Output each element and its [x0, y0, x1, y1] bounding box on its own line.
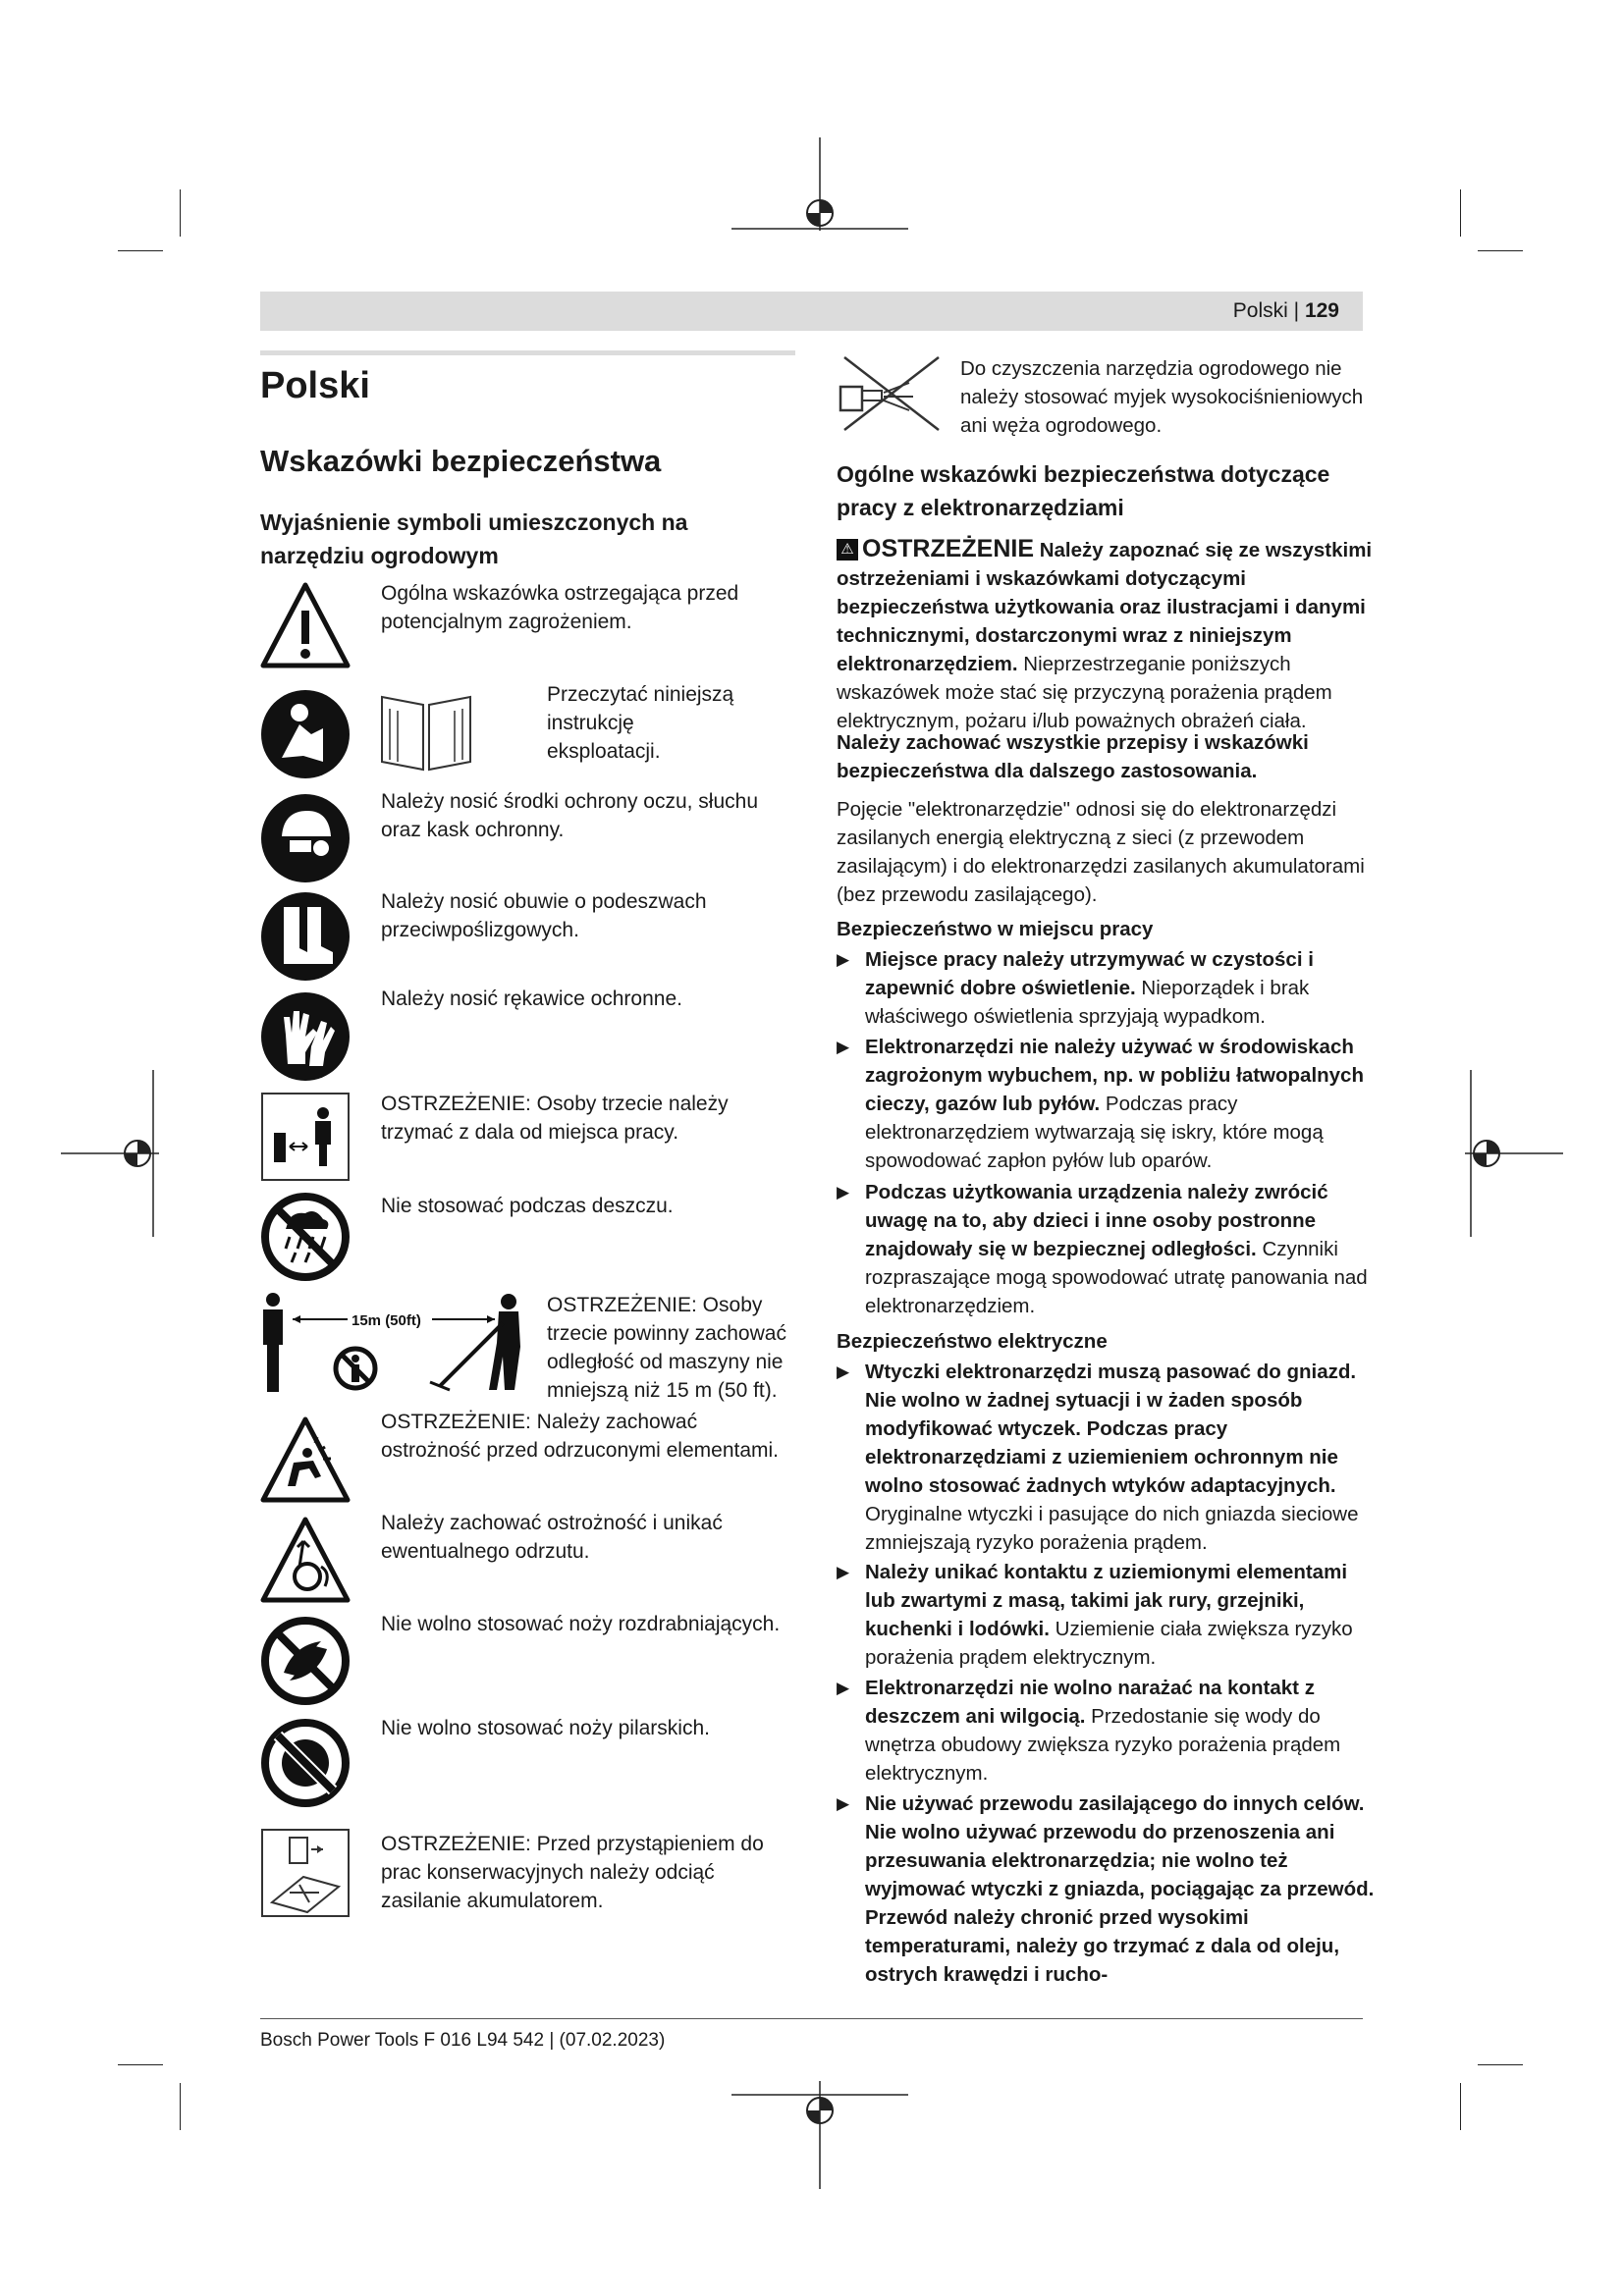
item-rest: Uziemienie ciała zwiększa ryzyko porażenia prądem elektrycznym.	[865, 1618, 1353, 1669]
symbol-text: Należy nosić rękawice ochronne.	[381, 988, 682, 1010]
crop-mark	[180, 2083, 181, 2130]
section-title: Wskazówki bezpieczeństwa	[260, 444, 662, 478]
item-rest: Oryginalne wtyczki i pasujące do nich gniazda sieciowe zmniejszają ryzyko porażenia prądem.	[865, 1503, 1359, 1554]
list-item	[837, 1178, 1377, 1320]
read-manual-icon	[260, 689, 351, 779]
warning-rest-text: Nieprzestrzeganie poniższych wskazówek może stać się przyczyną porażenia prądem elektrycznym, pożaru i/lub poważnych obrażeń ciała.	[837, 653, 1332, 732]
symbol-text: OSTRZEŻENIE: Osoby trzecie należy trzymać z dala od miejsca pracy.	[381, 1093, 729, 1144]
bullet-arrow-icon: ▶	[837, 1362, 850, 1381]
definition-text: Pojęcie "elektronarzędzie" odnosi się do elektronarzędzi zasilanych energią elektryczną z sieci (z przewodem zasilającym) i do elektronarzędzi zasilanych akumulatorami (bez przewodu zasilającego).	[837, 798, 1365, 906]
kickback-icon	[260, 1516, 351, 1606]
registration-mark-icon	[731, 2081, 908, 2194]
registration-mark-icon	[731, 137, 908, 255]
crop-mark	[1460, 2083, 1461, 2130]
footer-rule	[260, 2018, 1363, 2019]
registration-mark-icon	[1465, 1070, 1563, 1237]
symbol-text: Nie stosować podczas deszczu.	[381, 1195, 674, 1217]
bullet-arrow-icon: ▶	[837, 1563, 850, 1581]
footer-text: Bosch Power Tools F 016 L94 542 | (07.02.2023)	[260, 2030, 666, 2051]
symbol-text: Ogólna wskazówka ostrzegająca przed potencjalnym zagrożeniem.	[381, 582, 739, 633]
symbol-text: OSTRZEŻENIE: Osoby trzecie powinny zachować odległość od maszyny nie mniejszą niż 15 m (50 ft).	[547, 1294, 786, 1402]
warning-paragraph	[837, 535, 1377, 735]
item-bold: Miejsce pracy należy utrzymywać w czystości i zapewnić dobre oświetlenie.	[865, 948, 1314, 999]
list-item	[837, 1674, 1377, 1788]
symbol-text: Należy nosić środki ochrony oczu, słuchu oraz kask ochronny.	[381, 790, 759, 841]
symbol-text: Należy zachować ostrożność i unikać ewentualnego odrzutu.	[381, 1512, 723, 1563]
bullet-arrow-icon: ▶	[837, 1794, 850, 1813]
item-bold: Podczas użytkowania urządzenia należy zwrócić uwagę na to, aby dzieci i inne osoby postronne znajdowały się w bezpiecznej odległości.	[865, 1181, 1328, 1260]
item-rest: Nieporządek i brak właściwego oświetlenia sprzyjają wypadkom.	[865, 977, 1310, 1028]
symbol-text: OSTRZEŻENIE: Należy zachować ostrożność przed odrzuconymi elementami.	[381, 1411, 780, 1462]
workplace-title: Bezpieczeństwo w miejscu pracy	[837, 918, 1154, 940]
crop-mark	[180, 189, 181, 237]
crop-mark	[1478, 250, 1523, 251]
subsection-title: Wyjaśnienie symboli umieszczonych na narzędziu ogrodowym	[260, 509, 688, 568]
item-bold: Wtyczki elektronarzędzi muszą pasować do gniazd. Nie wolno w żadnej sytuacji i w żaden sposób modyfikować wtyczek. Podczas pracy elektronarzędziami z uziemieniem ochronnym nie wolno stosować żadnych wtyków adaptacyjnych.	[865, 1361, 1357, 1497]
keep-instructions-bold: Należy zachować wszystkie przepisy i wskazówki bezpieczeństwa dla dalszego zastosowania.	[837, 731, 1309, 782]
symbol-text: Nie wolno stosować noży rozdrabniających.	[381, 1613, 781, 1635]
crop-mark	[118, 2064, 163, 2065]
no-rain-icon	[260, 1192, 351, 1282]
no-mulching-blades-icon	[260, 1616, 351, 1706]
crop-mark	[1460, 189, 1461, 237]
warning-triangle-icon: ⚠	[837, 539, 858, 561]
thrown-objects-icon	[260, 1415, 351, 1506]
remove-battery-icon	[260, 1828, 351, 1918]
symbol-text: OSTRZEŻENIE: Przed przystąpieniem do prac konserwacyjnych należy odciąć zasilanie akumulatorem.	[381, 1833, 764, 1912]
gloves-icon	[260, 991, 351, 1082]
registration-mark-icon	[61, 1070, 159, 1237]
bullet-arrow-icon: ▶	[837, 1038, 850, 1056]
item-rest: Przedostanie się wody do wnętrza obudowy zwiększa ryzyko porażenia prądem elektrycznym.	[865, 1705, 1341, 1785]
item-bold: Elektronarzędzi nie wolno narażać na kontakt z deszczem ani wilgocią.	[865, 1677, 1315, 1728]
bullet-arrow-icon: ▶	[837, 1679, 850, 1697]
open-book-icon	[378, 687, 474, 774]
general-safety-title: Ogólne wskazówki bezpieczeństwa dotyczące pracy z elektronarzędziami	[837, 461, 1330, 520]
item-bold: Nie używać przewodu zasilającego do innych celów. Nie wolno używać przewodu do przenoszenia ani przesuwania elektronarzędzia; nie wolno też wyjmować wtyczki z gniazda, pociągając za przewód. Przewód należy chronić przed wysokimi temperaturami, należy go trzymać z dala od oleju, ostrych krawędzi i rucho-	[865, 1792, 1375, 1986]
bullet-arrow-icon: ▶	[837, 950, 850, 969]
page-header: Polski | 129	[260, 292, 1363, 331]
bullet-arrow-icon: ▶	[837, 1183, 850, 1201]
item-bold: Należy unikać kontaktu z uziemionymi elementami lub zwartymi z masą, takimi jak rury, grzejniki, kuchenki i lodówki.	[865, 1561, 1348, 1640]
header-language: Polski	[1232, 299, 1288, 322]
eye-ear-head-protection-icon	[260, 793, 351, 883]
no-saw-blades-icon	[260, 1718, 351, 1808]
warning-word: OSTRZEŻENIE	[862, 535, 1035, 562]
symbol-text: Przeczytać niniejszą instrukcję eksploatacji.	[547, 683, 734, 763]
list-item	[837, 945, 1377, 1031]
item-rest: Podczas pracy elektronarzędziem wytwarzają się iskry, które mogą spowodować zapłon pyłów lub oparów.	[865, 1093, 1324, 1172]
list-item	[837, 1789, 1377, 1989]
crop-mark	[1478, 2064, 1523, 2065]
page-title: Polski	[260, 365, 370, 406]
item-bold: Elektronarzędzi nie należy używać w środowiskach zagrożonym wybuchem, np. w pobliżu łatwopalnych cieczy, gazów lub pyłów.	[865, 1036, 1364, 1115]
list-item	[837, 1033, 1377, 1175]
distance-label: 15m (50ft)	[352, 1312, 421, 1329]
electrical-title: Bezpieczeństwo elektryczne	[837, 1330, 1108, 1353]
symbol-text: Należy nosić obuwie o podeszwach przeciwpoślizgowych.	[381, 890, 707, 941]
distance-15m-icon	[257, 1288, 537, 1396]
symbol-text: Nie wolno stosować noży pilarskich.	[381, 1717, 710, 1739]
warning-bold-text: Należy zapoznać się ze wszystkimi ostrzeżeniami i wskazówkami dotyczącymi bezpieczeństwa użytkowania oraz ilustracjami i danymi technicznymi, dostarczonymi wraz z niniejszym elektronarzędziem.	[837, 539, 1373, 675]
item-rest: Czynniki rozpraszające mogą spowodować utratę panowania nad elektronarzędziem.	[865, 1238, 1368, 1317]
general-warning-icon	[260, 581, 351, 671]
keep-instructions-text	[837, 728, 1377, 785]
section-rule	[260, 350, 795, 355]
non-slip-boots-icon	[260, 891, 351, 982]
crop-mark	[118, 250, 163, 251]
keep-bystanders-away-icon	[260, 1092, 351, 1182]
list-item	[837, 1558, 1377, 1672]
no-pressure-washer-icon	[835, 353, 943, 434]
page-number: 129	[1304, 299, 1339, 322]
no-pressure-washer-text: Do czyszczenia narzędzia ogrodowego nie należy stosować myjek wysokociśnieniowych ani węża ogrodowego.	[960, 357, 1364, 437]
list-item	[837, 1358, 1377, 1557]
